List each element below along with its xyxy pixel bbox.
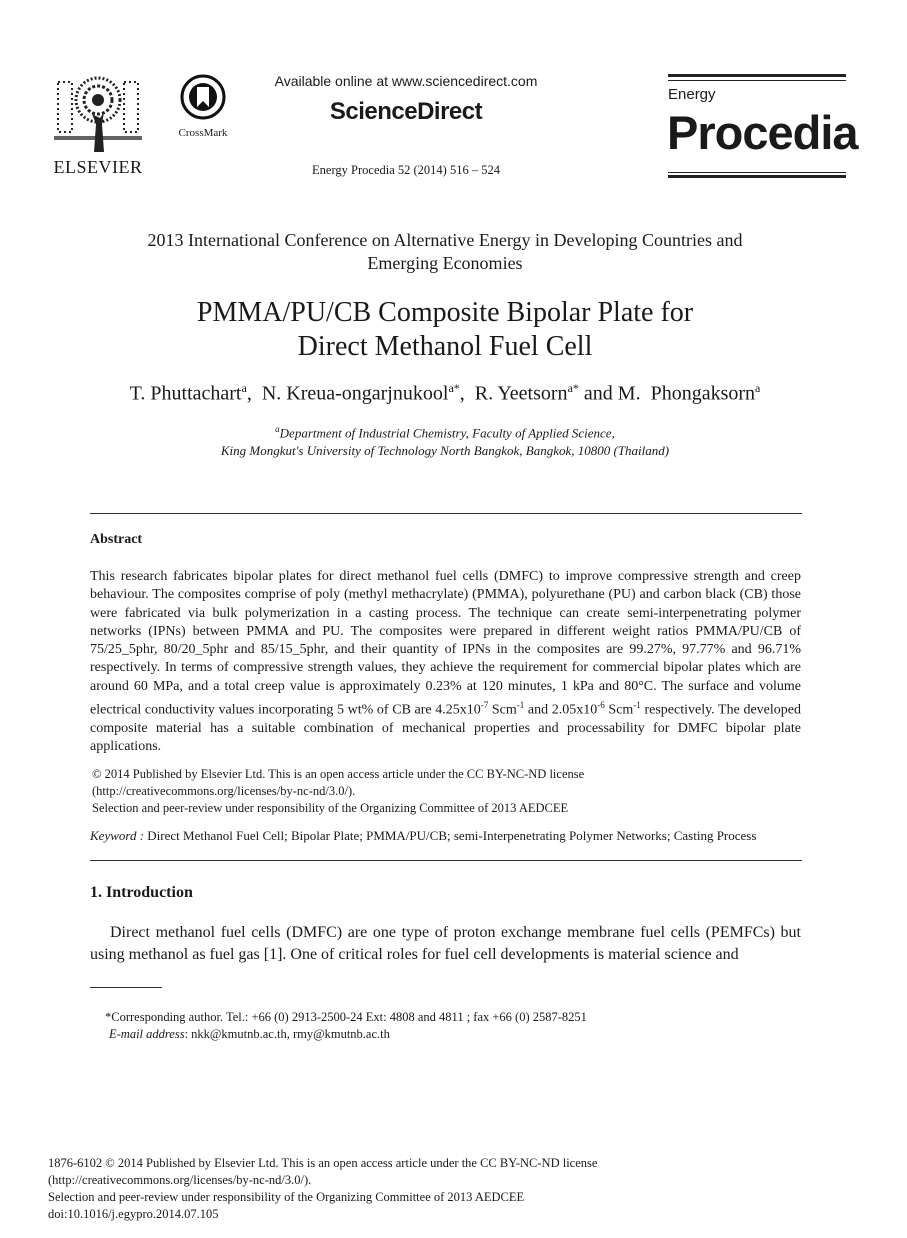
logo-rule: [668, 172, 846, 173]
conference-name: [90, 229, 800, 275]
doi[interactable]: doi:10.1016/j.egypro.2014.07.105: [48, 1207, 219, 1221]
license-line: © 2014 Published by Elsevier Ltd. This is an open access article under the CC BY-NC-ND license: [92, 767, 585, 781]
conference-line: Emerging Economies: [367, 253, 523, 273]
license-notice: [90, 766, 801, 817]
author-affiliation-mark: a: [241, 381, 247, 395]
abstract-text-part: and 2.05x10: [524, 702, 598, 718]
exponent: -7: [480, 700, 489, 711]
author-separator: ,: [246, 382, 262, 405]
title-line: Direct Methanol Fuel Cell: [297, 331, 593, 362]
author-name: R. Yeetsorn: [474, 382, 568, 405]
author-name: N. Kreua-ongarjnukool: [261, 382, 449, 405]
abstract-text: [90, 568, 801, 757]
sciencedirect-brand: ScienceDirect: [329, 98, 483, 125]
author-name: M. Phongaksorn: [617, 382, 756, 405]
footer-license-link[interactable]: (http://creativecommons.org/licenses/by-nc-nd/3.0/).: [48, 1173, 312, 1187]
paper-title: [90, 296, 800, 364]
abstract-text-part: °C: [638, 678, 654, 694]
footnote: [105, 1009, 805, 1043]
author-separator: ,: [459, 382, 475, 405]
exponent: -1: [633, 700, 641, 711]
conference-line: 2013 International Conference on Alternative Energy in Developing Countries and: [147, 230, 743, 250]
footer-line: 1876-6102 © 2014 Published by Elsevier Ltd. This is an open access article under the CC BY-NC-ND license: [48, 1156, 598, 1170]
journal-reference: Energy Procedia 52 (2014) 516 – 524: [312, 163, 500, 177]
exponent: -1: [516, 700, 525, 711]
affiliation: [90, 420, 800, 460]
author-affiliation-mark: a*: [567, 381, 579, 395]
introduction-text: Direct methanol fuel cells (DMFC) are one type of proton exchange membrane fuel cells (PEMFCs) but using methanol as fuel gas [1]. One of critical roles for fuel cell developments is material science and: [90, 924, 801, 963]
abstract-text-part: This research fabricates bipolar plates for direct methanol fuel cells (DMFC) to improve compressive strength and creep behaviour. The composites comprise of poly (methyl methacrylate) (PMMA), polyurethane (PU) and carbon black (CB) those were fabricated via bulk polymerization in a casting process. The technique can create semi-interpenetrating polymer networks (IPNs) between PMMA and PU. The composites were prepared in different weight ratios PMMA/PU/CB of 75/25_5phr, 80/20_5phr and 85/15_5phr, and their quantity of IPNs in the composites are 99.27%, 97.77% and 96.71% respectively. In terms of compressive strength values, they achieve the requirement for commercial bipolar plates which are around 60 MPa, and a total creep value is approximately 0.23% at 120 minutes, 1 kPa and 80: [90, 569, 801, 694]
author-list: [40, 381, 850, 406]
logo-rule: [668, 80, 846, 81]
crossmark-label: CrossMark: [178, 127, 228, 139]
license-line: Selection and peer-review under responsibility of the Organizing Committee of 2013 AEDCEE: [92, 801, 569, 815]
section-heading: 1. Introduction: [90, 884, 193, 901]
footnote-rule: [90, 987, 162, 988]
crossmark-badge[interactable]: [172, 74, 234, 139]
email-label: E-mail address: [109, 1027, 185, 1041]
email-addresses[interactable]: : nkk@kmutnb.ac.th, rmy@kmutnb.ac.th: [184, 1027, 390, 1041]
keywords-label: Keyword :: [90, 828, 145, 843]
license-link[interactable]: (http://creativecommons.org/licenses/by-nc-nd/3.0/).: [92, 784, 356, 798]
affiliation-line: Department of Industrial Chemistry, Faculty of Applied Science,: [279, 425, 615, 441]
footer-line: Selection and peer-review under responsibility of the Organizing Committee of 2013 AEDCEE: [48, 1190, 525, 1204]
keywords-text: Direct Methanol Fuel Cell; Bipolar Plate; PMMA/PU/CB; semi-Interpenetrating Polymer Networks; Casting Process: [144, 828, 757, 843]
author-separator: and: [578, 382, 618, 405]
keywords: [90, 828, 801, 844]
title-line: PMMA/PU/CB Composite Bipolar Plate for: [196, 297, 694, 328]
abstract-text-part: Scm: [488, 702, 517, 718]
logo-rule: [668, 175, 846, 178]
affiliation-line: King Mongkut's University of Technology North Bangkok, Bangkok, 10800 (Thailand): [220, 443, 670, 459]
page-footer: [48, 1155, 868, 1223]
publisher-name: ELSEVIER: [53, 157, 143, 177]
exponent: -6: [597, 700, 605, 711]
author-affiliation-mark: a*: [448, 381, 460, 395]
journal-logo-large: Procedia: [667, 106, 858, 159]
corresponding-author: *Corresponding author. Tel.: +66 (0) 2913-2500-24 Ext: 4808 and 4811 ; fax +66 (0) 2587-8251: [105, 1010, 587, 1024]
section-divider: [90, 860, 802, 861]
author-name: T. Phuttachart: [129, 382, 242, 405]
abstract-heading: Abstract: [90, 532, 143, 547]
abstract-text-part: respectively. The developed composite material has a suitable combination of mechanical properties and processability for DMFC bipolar plate applications.: [90, 702, 801, 755]
abstract-text-part: Scm: [604, 702, 634, 718]
affiliation-mark: a: [275, 424, 280, 434]
section-divider: [90, 513, 802, 514]
author-affiliation-mark: a: [755, 381, 761, 395]
abstract-text-part: . The surface and volume electrical conductivity values incorporating 5 wt% of CB are 4.25x10: [90, 678, 801, 718]
journal-logo-small: Energy: [668, 86, 716, 103]
journal-logo: [667, 74, 858, 178]
logo-rule: [668, 74, 846, 77]
available-online: Available online at www.sciencedirect.com: [274, 73, 538, 89]
crossmark-icon: [180, 74, 226, 120]
